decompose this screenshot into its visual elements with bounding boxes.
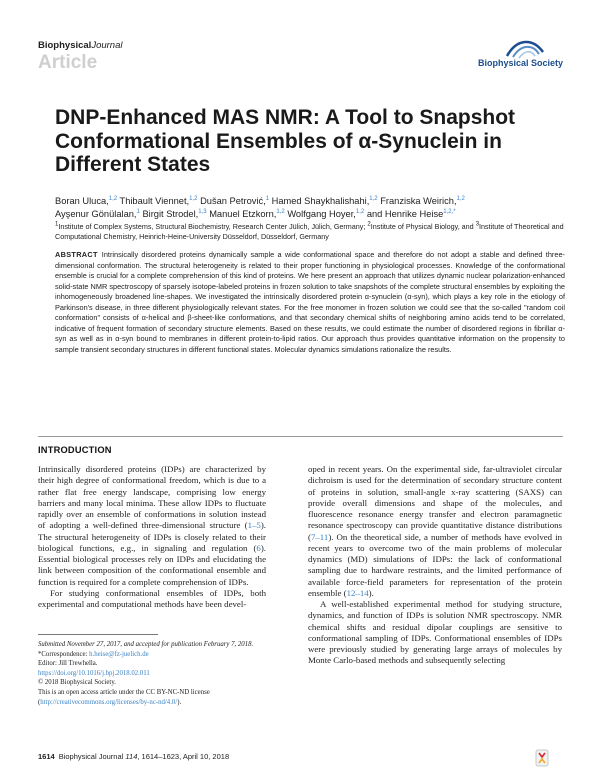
page-number: 1614 — [38, 752, 55, 761]
paragraph: oped in recent years. On the experimental side, far-ultraviolet circular dichroism is used for the determination of secondary structure content of proteins in solution, small-angle x-ray scattering (SAXS) can provide overall dimensions and shape of the molecules, and fluorescence resonance energy transfer and electron paramagnetic resonance spectroscopy can provide quantitative distance distributions (7–11). On the theoretical side, a number of methods have evolved in recent years to overcome two of the main problems of molecular dynamics (MD) simulations of IDPs: the lack of conformational sampling due to hardware restraints, and the limited performance of available force-field parameters for representation of the protein ensemble (12–14). — [308, 464, 562, 598]
correspondence: *Correspondence: h.heise@fz-juelich.de — [38, 650, 149, 658]
paragraph: For studying conformational ensembles of IDPs, both experimental and computational methods have been devel- — [38, 587, 266, 609]
author: Ayşenur Gönülalan,$^1$ — [55, 208, 140, 219]
reference-link[interactable]: 12–14 — [346, 587, 369, 598]
author: Birgit Strodel,$^{1,3}$ — [142, 208, 207, 219]
section-heading-introduction: INTRODUCTION — [38, 445, 112, 455]
footnote-divider — [38, 634, 158, 635]
author: Franziska Weirich,$^{1,2}$ — [380, 195, 465, 206]
reference-link[interactable]: 7–11 — [310, 531, 329, 542]
editor: Editor: Jill Trewhella. — [38, 660, 98, 668]
author: and Henrike Heise$^{1,2,*}$ — [366, 208, 456, 219]
reference-link[interactable]: 6 — [256, 542, 261, 553]
author: Boran Uluca,$^{1,2}$ — [55, 195, 118, 206]
body-column-left — [38, 464, 266, 610]
paragraph: Intrinsically disordered proteins (IDPs) are characterized by their high degree of conformational freedom, which is due to a rather flat free energy landscape, comprising low energy barriers and many local minima. These allow IDPs to fluctuate rapidly over an ensemble of conformations in solution instead of adopting a well-defined three-dimensional structure (1–5). The structural heterogeneity of IDPs is closely related to their biological functions, e.g., in signaling and regulation (6). Essential biological processes rely on IDPs and elucidating the link between composition of the conformational ensemble and function is required for a complete comprehension of IDPs. — [38, 464, 266, 587]
author-list — [55, 195, 570, 220]
biophysical-society-logo-icon — [477, 36, 561, 60]
abstract — [55, 250, 565, 355]
license: This is an open access article under the CC BY-NC-ND license (http://creativecommons.org/licenses/by-nc-nd/4.0/). — [38, 688, 210, 706]
copyright: © 2018 Biophysical Society. — [38, 679, 116, 687]
journal-brand — [38, 40, 123, 51]
author: Manuel Etzkorn,$^{1,2}$ — [209, 208, 285, 219]
author: Hamed Shaykhalishahi,$^{1,2}$ — [271, 195, 378, 206]
author: Dušan Petrović,$^1$ — [200, 195, 270, 206]
abstract-label: ABSTRACT — [55, 250, 98, 259]
author: Wolfgang Hoyer,$^{1,2}$ — [287, 208, 365, 219]
paragraph: A well-established experimental method for studying structure, dynamics, and function of IDPs is solution NMR spectroscopy. NMR chemical shifts and residual dipolar couplings are sensitive to conformational sampling of IDPs. Conformational ensembles of IDPs were previously studied by generating large arrays of molecules by Monte Carlo-based methods and subsequently selecting — [308, 599, 562, 666]
reference-link[interactable]: 1–5 — [247, 520, 261, 531]
abstract-text: Intrinsically disordered proteins dynamically sample a wide conformational space and therefore do not adopt a stable and defined three-dimensional conformation. The structural heterogeneity is related to their proper functioning in physiological processes. Knowledge of the conformational ensemble is crucial for a complete comprehension of this kind of proteins. We here present an approach that utilizes dynamic nuclear polarization-enhanced solid-state NMR spectroscopy of sparsely isotope-labeled proteins in frozen solution to take snapshots of the complete structural ensembles by exploiting the inhomogeneously broadened line-shapes. We investigated the intrinsically disordered protein α-synuclein (α-syn), which plays a key role in the etiology of Parkinson's disease, in three different physiologically relevant states. For the free monomer in frozen solution we could see that the so-called "random coil conformation" consists of α-helical and β-sheet-like conformations, and that secondary chemical shifts of neighboring amino acids tend to be correlated, indicative of frequent formation of secondary structure elements. Based on these results, we could estimate the number of disordered regions in fibrillar α-syn as well as in α-syn bound to membranes in different protein-to-lipid ratios. Our approach thus provides quantitative information on the propensity to sample transient secondary structures in different functional states. Molecular dynamics simulations rationalize the results. — [55, 250, 565, 354]
affiliations: $^1$Institute of Complex Systems, Structural Biochemistry, Research Center Jülich, Jülich, Germany; $^2$Institute of Physical Biology, and $^3$Institute of Theoretical and Computational Chemistry, Heinrich-Heine-University Düsseldorf, Düsseldorf, Germany — [55, 221, 564, 241]
crossmark-icon[interactable] — [535, 749, 549, 767]
doi-link[interactable]: https://doi.org/10.1016/j.bpj.2018.02.011 — [38, 669, 150, 677]
journal-name-italic: Journal — [91, 40, 123, 51]
article-title: DNP-Enhanced MAS NMR: A Tool to Snapshot Conformational Ensembles of α-Synuclein in Different States — [55, 106, 516, 176]
journal-name-bold: Biophysical — [38, 40, 92, 51]
section-label: Article — [38, 52, 98, 73]
page-footer: 1614 Biophysical Journal 114, 1614–1623, April 10, 2018 — [38, 752, 230, 761]
license-link[interactable]: http://creativecommons.org/licenses/by-nc-nd/4.0/ — [40, 698, 178, 706]
footnotes — [38, 640, 298, 707]
section-divider — [38, 436, 563, 437]
author: Thibault Viennet,$^{1,2}$ — [119, 195, 198, 206]
submission-dates: Submitted November 27, 2017, and accepted for publication February 7, 2018. — [38, 641, 254, 648]
society-name: Biophysical Society — [478, 58, 564, 68]
correspondence-email-link[interactable]: h.heise@fz-juelich.de — [89, 650, 149, 658]
body-column-right — [308, 464, 562, 667]
